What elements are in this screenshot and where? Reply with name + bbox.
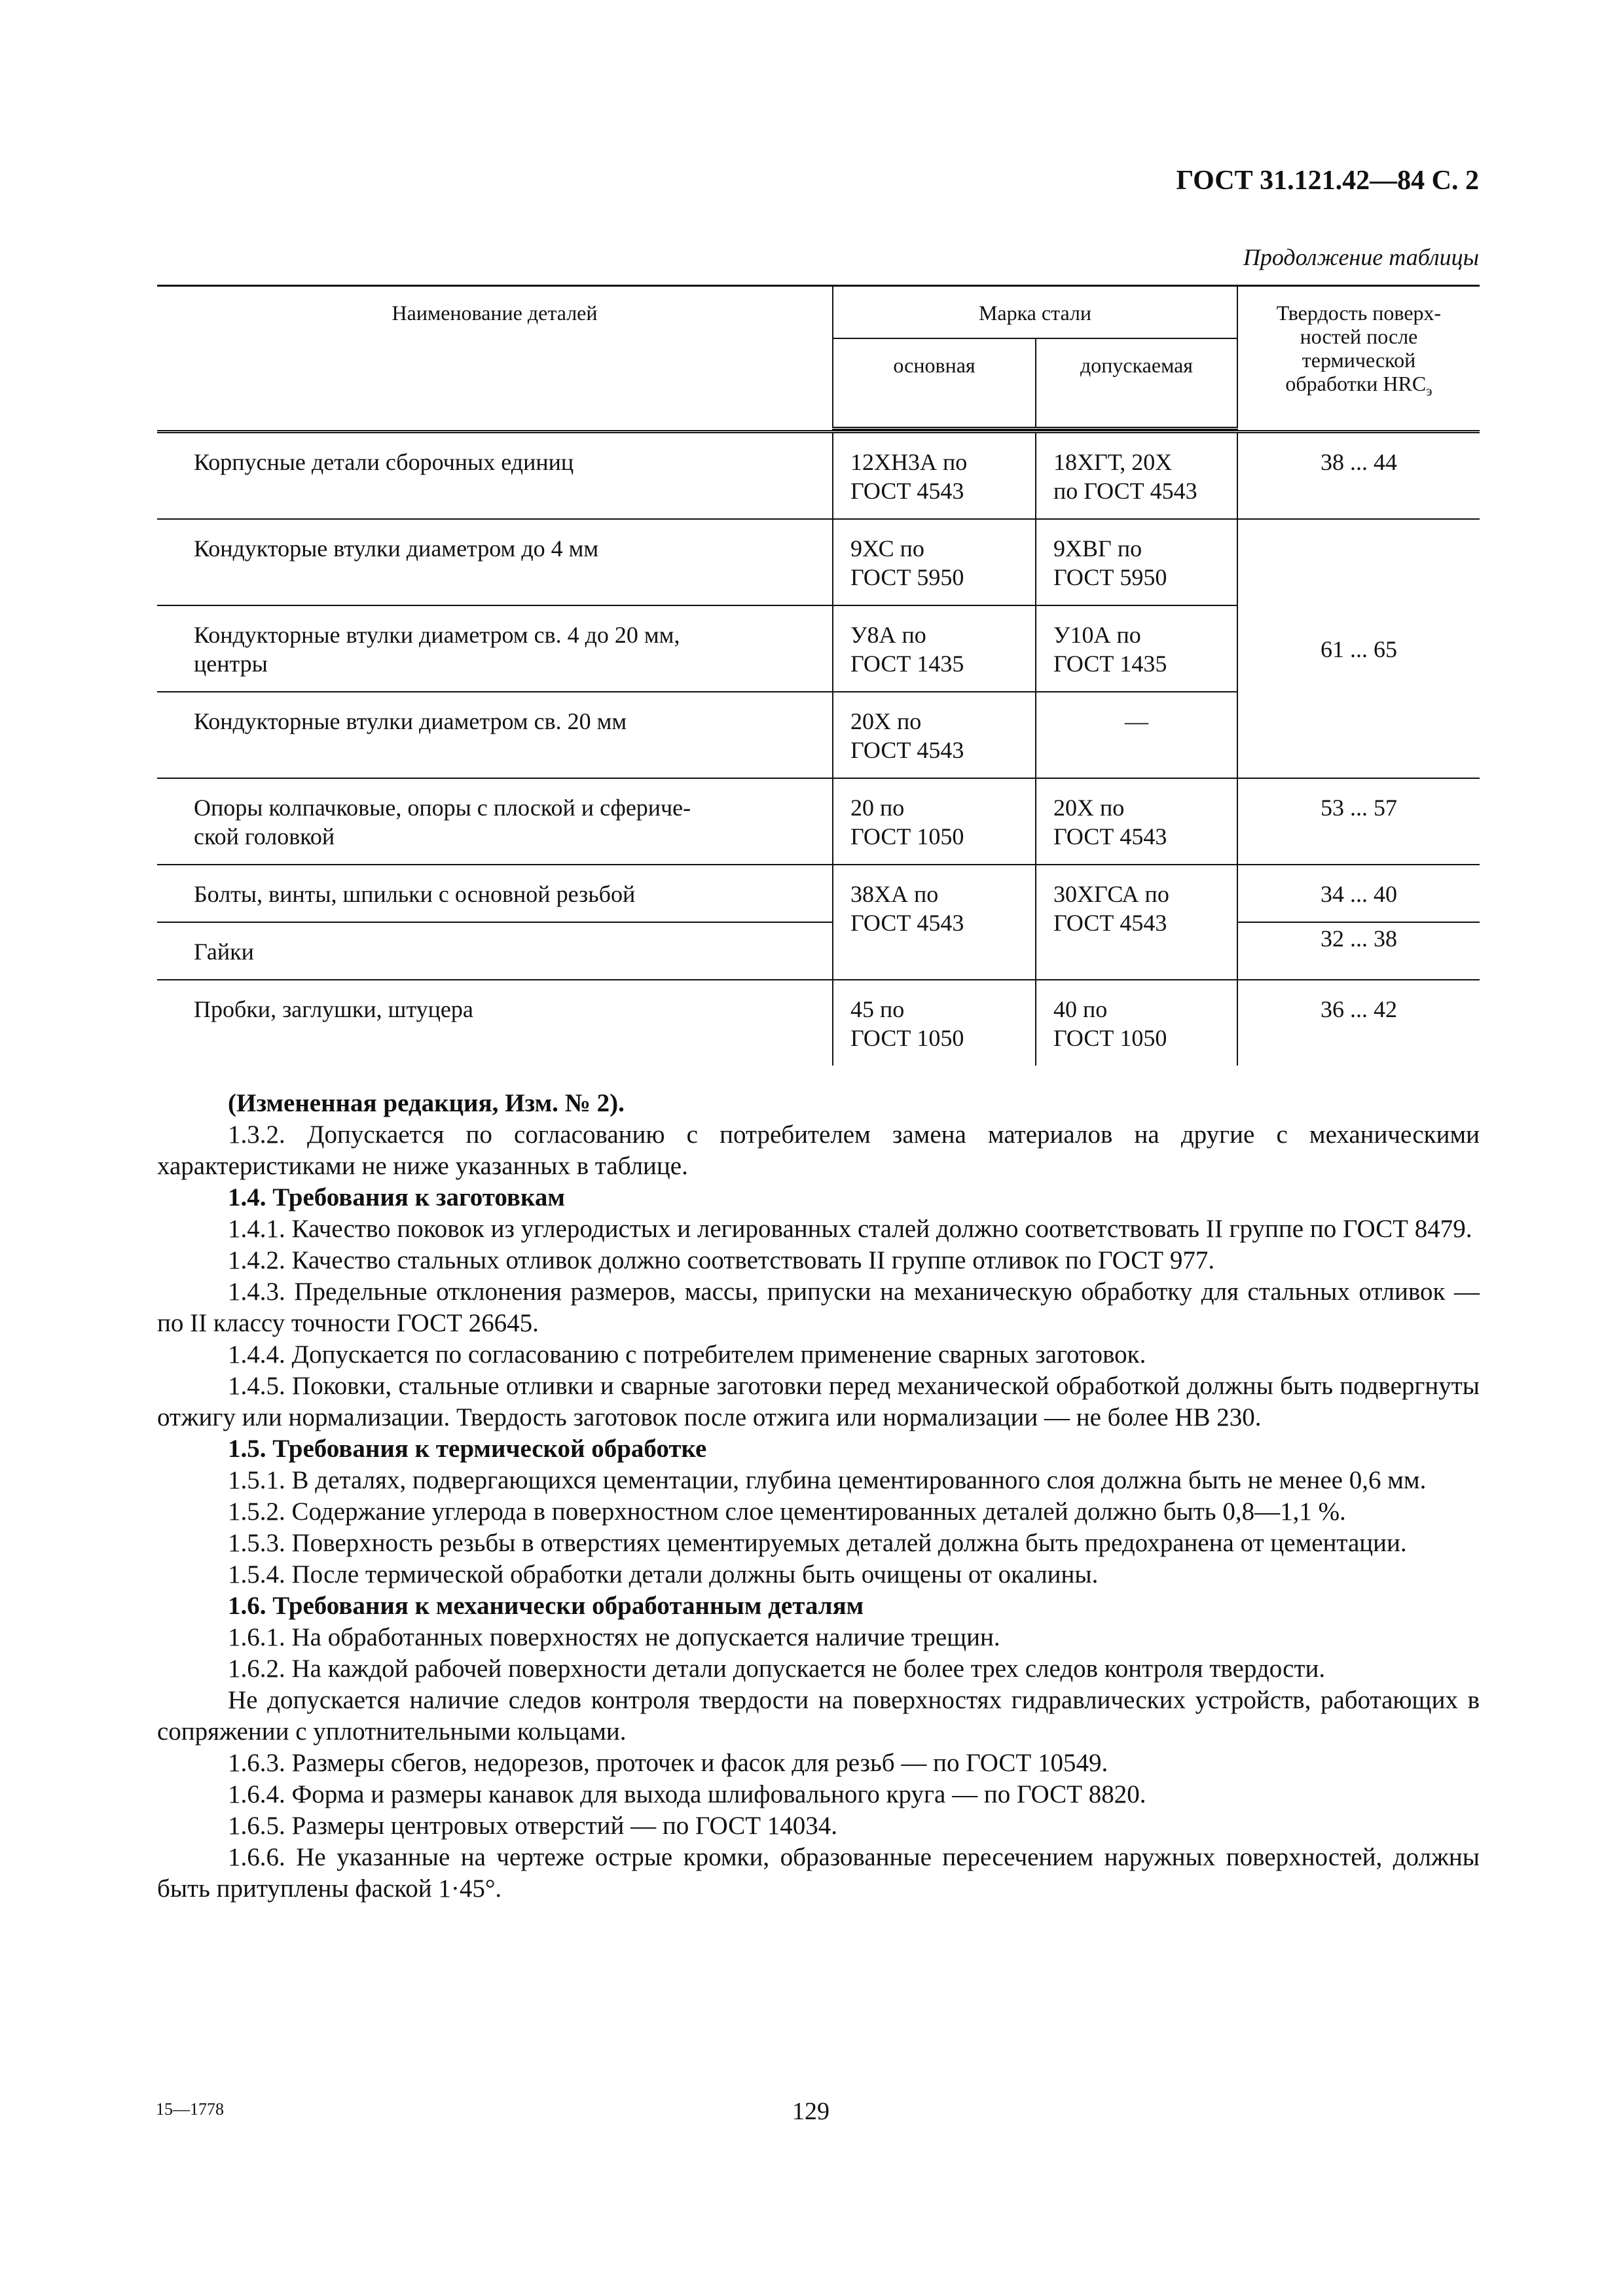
table-row: Болты, винты, шпильки с основной резьбой 38ХА по ГОСТ 4543 30ХГСА по ГОСТ 4543 34 ... 40 bbox=[157, 865, 1480, 922]
header-hardness: Твердость поверх- ностей после термической обработки $HRC_э$ bbox=[1237, 286, 1480, 429]
table-row: Гайки 32 ... 38 bbox=[157, 922, 1480, 980]
paragraph: 1.6.2. На каждой рабочей поверхности детали допускается не более трех следов контроля твердости. bbox=[228, 1655, 1326, 1683]
section-heading: 1.5. Требования к термической обработке bbox=[228, 1435, 707, 1463]
document-header: ГОСТ 31.121.42—84 С. 2 bbox=[1176, 166, 1479, 196]
header-steel-grade: Марка стали bbox=[833, 286, 1237, 339]
paragraph: 1.5.2. Содержание углерода в поверхностном слое цементированных деталей должно быть 0,8—1,1 %. bbox=[228, 1498, 1346, 1526]
section-heading: 1.6. Требования к механически обработанным деталям bbox=[228, 1592, 864, 1620]
paragraph: 1.5.3. Поверхность резьбы в отверстиях цементируемых деталей должна быть предохранена от цементации. bbox=[228, 1529, 1407, 1557]
page-number: 129 bbox=[792, 2098, 830, 2125]
paragraph: 1.3.2. Допускается по согласованию с потребителем замена материалов на другие с механическими характеристиками не ниже указанных в таблице. bbox=[157, 1121, 1480, 1180]
table-row: Кондукторные втулки диаметром св. 4 до 20 мм, центры У8А по ГОСТ 1435 У10А по ГОСТ 1435 bbox=[157, 605, 1480, 692]
paragraph: 1.4.4. Допускается по согласованию с потребителем применение сварных заготовок. bbox=[228, 1340, 1146, 1369]
paragraph: 1.4.1. Качество поковок из углеродистых и легированных сталей должно соответствовать II группе по ГОСТ 8479. bbox=[228, 1215, 1472, 1243]
table-row: Пробки, заглушки, штуцера 45 по ГОСТ 1050 40 по ГОСТ 1050 36 ... 42 bbox=[157, 980, 1480, 1066]
paragraph: 1.6.5. Размеры центровых отверстий — по ГОСТ 14034. bbox=[228, 1812, 838, 1840]
paragraph: 1.4.3. Предельные отклонения размеров, массы, припуски на механическую обработку для стальных отливок — по II классу точности ГОСТ 26645. bbox=[157, 1278, 1480, 1337]
paragraph: 1.6.1. На обработанных поверхностях не допускается наличие трещин. bbox=[228, 1623, 1000, 1651]
section-heading: 1.4. Требования к заготовкам bbox=[228, 1183, 565, 1211]
table-row: Кондукторные втулки диаметром св. 20 мм 20Х по ГОСТ 4543 — bbox=[157, 692, 1480, 778]
paragraph: 1.4.2. Качество стальных отливок должно соответствовать II группе отливок по ГОСТ 977. bbox=[228, 1246, 1215, 1274]
steel-grade-table bbox=[157, 285, 1480, 1066]
table-row: Корпусные детали сборочных единиц 12ХН3А по ГОСТ 4543 18ХГТ, 20Х по ГОСТ 4543 38 ... 44 bbox=[157, 432, 1480, 520]
paragraph: 1.5.1. В деталях, подвергающихся цементации, глубина цементированного слоя должна быть не менее 0,6 мм. bbox=[228, 1466, 1427, 1494]
table-row: Опоры колпачковые, опоры с плоской и сфериче- ской головкой 20 по ГОСТ 1050 20Х по ГОСТ 4543 53 ... 57 bbox=[157, 778, 1480, 865]
table-continuation-label: Продолжение таблицы bbox=[1243, 244, 1479, 270]
footer-code: 15—1778 bbox=[156, 2100, 224, 2119]
paragraph: 1.6.3. Размеры сбегов, недорезов, проточек и фасок для резьб — по ГОСТ 10549. bbox=[228, 1749, 1108, 1777]
header-main-grade: основная bbox=[833, 338, 1036, 429]
header-allowed-grade: допускаемая bbox=[1036, 338, 1237, 429]
body-text bbox=[157, 1088, 1480, 1905]
paragraph: 1.5.4. После термической обработки детали должны быть очищены от окалины. bbox=[228, 1560, 1099, 1588]
paragraph: Не допускается наличие следов контроля твердости на поверхностях гидравлических устройств, работающих в сопряжении с уплотнительными кольцами. bbox=[157, 1686, 1480, 1746]
paragraph: 1.6.4. Форма и размеры канавок для выхода шлифовального круга — по ГОСТ 8820. bbox=[228, 1780, 1146, 1808]
header-name: Наименование деталей bbox=[157, 286, 833, 429]
table-row: Кондукторые втулки диаметром до 4 мм 9ХС по ГОСТ 5950 9ХВГ по ГОСТ 5950 61 ... 65 bbox=[157, 519, 1480, 605]
amendment-note: (Измененная редакция, Изм. № 2). bbox=[228, 1089, 625, 1117]
paragraph: 1.6.6. Не указанные на чертеже острые кромки, образованные пересечением наружных поверхностей, должны быть притуплены фаской 1·45°. bbox=[157, 1843, 1480, 1903]
paragraph: 1.4.5. Поковки, стальные отливки и сварные заготовки перед механической обработкой должны быть подвергнуты отжигу или нормализации. Твердость заготовок после отжига или нормализации — не более НВ 230. bbox=[157, 1372, 1480, 1431]
